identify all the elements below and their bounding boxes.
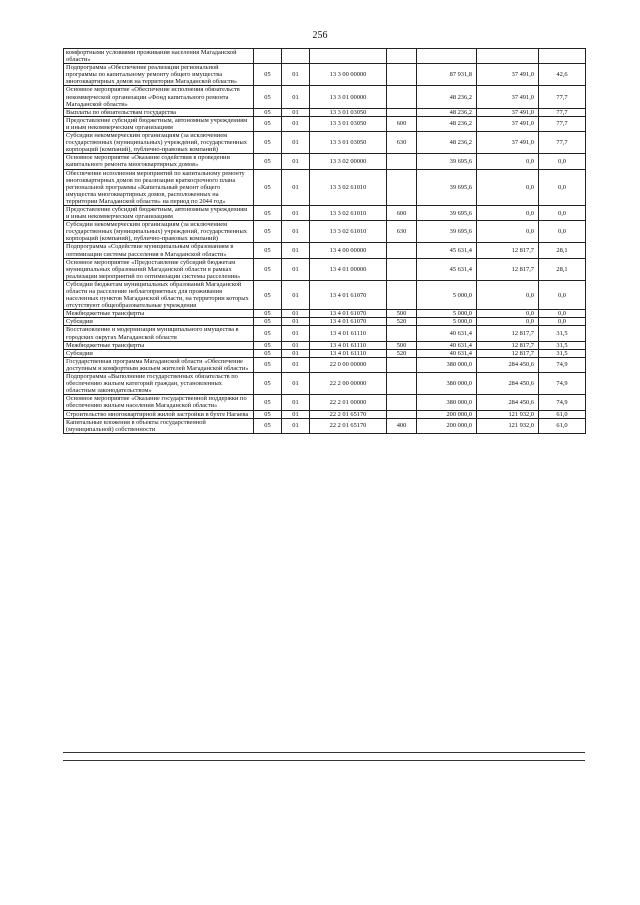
execution-percent: 74,9 [539,357,586,372]
table-row [64,373,586,395]
table-row [64,108,586,116]
execution-percent: 0,0 [539,205,586,220]
planned-amount: 39 695,6 [417,169,477,205]
target-article: 22 2 01 65170 [310,418,387,433]
row-name: Основное мероприятие «Оказание государственной поддержки по обеспечению жильем населения Магаданской области» [64,395,254,410]
execution-percent: 0,0 [539,154,586,169]
subsection-code: 01 [282,86,310,108]
execution-percent: 0,0 [539,169,586,205]
subsection-code [282,49,310,64]
subsection-code: 01 [282,318,310,326]
row-name: комфортными условиями проживания населения Магаданской области» [64,49,254,64]
planned-amount: 45 631,4 [417,243,477,258]
target-article: 13 4 01 61110 [310,341,387,349]
table-row [64,49,586,64]
execution-percent: 28,1 [539,258,586,280]
expense-type [387,395,417,410]
target-article: 13 3 01 03050 [310,132,387,154]
table-row [64,258,586,280]
target-article: 13 4 00 00000 [310,243,387,258]
row-name: Субсидии бюджетам муниципальных образований Магаданской области на расселение неблагоприятных для проживания населенных пунктов Магаданской области, на территории которых отсутствуют общеобразовательные учреждения [64,280,254,309]
expense-type: 520 [387,318,417,326]
expense-type [387,258,417,280]
target-article: 22 0 00 00000 [310,357,387,372]
target-article: 22 2 01 00000 [310,395,387,410]
execution-percent: 0,0 [539,318,586,326]
planned-amount: 200 000,0 [417,418,477,433]
subsection-code: 01 [282,341,310,349]
subsection-code: 01 [282,326,310,341]
actual-amount: 284 450,6 [477,395,539,410]
subsection-code: 01 [282,395,310,410]
subsection-code: 01 [282,258,310,280]
execution-percent: 28,1 [539,243,586,258]
expense-type [387,49,417,64]
subsection-code: 01 [282,280,310,309]
section-code: 05 [254,318,282,326]
row-name: Субсидии [64,349,254,357]
expense-type [387,326,417,341]
subsection-code: 01 [282,410,310,418]
row-name: Восстановление и модернизация муниципального имущества в городских округах Магаданской области [64,326,254,341]
row-name: Обеспечение исполнения мероприятий по капитальному ремонту многоквартирных домов по реализации краткосрочного плана региональной программы «Капитальный ремонт общего имущества многоквартирных домов, расположенных на территории Магаданской области» на период по 2044 год» [64,169,254,205]
actual-amount: 121 932,0 [477,418,539,433]
section-code: 05 [254,86,282,108]
table-row [64,395,586,410]
section-code: 05 [254,243,282,258]
execution-percent: 42,6 [539,64,586,86]
planned-amount: 48 236,2 [417,116,477,131]
actual-amount: 0,0 [477,310,539,318]
planned-amount: 200 000,0 [417,410,477,418]
table-row [64,243,586,258]
target-article: 13 3 02 61010 [310,169,387,205]
section-code: 05 [254,132,282,154]
table-row [64,349,586,357]
row-name: Выплаты по обязательствам государства [64,108,254,116]
section-code: 05 [254,64,282,86]
target-article: 13 4 01 61110 [310,326,387,341]
planned-amount [417,49,477,64]
actual-amount: 37 491,0 [477,86,539,108]
section-code: 05 [254,349,282,357]
row-name: Предоставление субсидий бюджетным, автономным учреждениям и иным некоммерческим организациям [64,116,254,131]
table-row [64,221,586,243]
table-row [64,205,586,220]
table-row [64,154,586,169]
subsection-code: 01 [282,108,310,116]
row-name: Межбюджетные трансферты [64,341,254,349]
planned-amount: 5 000,0 [417,310,477,318]
row-name: Подпрограмма «Выполнение государственных обязательств по обеспечению жильем категорий граждан, установленных областным законодательством» [64,373,254,395]
target-article: 13 4 01 61110 [310,349,387,357]
execution-percent: 77,7 [539,108,586,116]
expense-type: 630 [387,221,417,243]
actual-amount: 0,0 [477,221,539,243]
target-article: 13 4 01 61070 [310,280,387,309]
target-article: 13 4 01 61070 [310,318,387,326]
execution-percent [539,49,586,64]
row-name: Субсидии некоммерческим организациям (за исключением государственных (муниципальных) учреждений, государственных корпораций (компаний), публично-правовых компаний) [64,132,254,154]
target-article: 13 4 01 00000 [310,258,387,280]
actual-amount: 284 450,6 [477,373,539,395]
expense-type [387,169,417,205]
target-article: 13 3 02 61010 [310,221,387,243]
execution-percent: 0,0 [539,310,586,318]
target-article: 13 3 01 03050 [310,108,387,116]
expense-type [387,86,417,108]
planned-amount: 5 000,0 [417,280,477,309]
planned-amount: 5 000,0 [417,318,477,326]
section-code: 05 [254,395,282,410]
subsection-code: 01 [282,243,310,258]
section-code: 05 [254,373,282,395]
section-code: 05 [254,310,282,318]
target-article: 13 4 01 61070 [310,310,387,318]
subsection-code: 01 [282,357,310,372]
planned-amount: 39 695,6 [417,205,477,220]
expense-type [387,357,417,372]
target-article: 22 2 01 65170 [310,410,387,418]
expense-type: 600 [387,116,417,131]
planned-amount: 39 695,6 [417,221,477,243]
section-code: 05 [254,280,282,309]
row-name: Основное мероприятие «Предоставление субсидий бюджетам муниципальных образований Магаданской области в рамках реализации мероприятий по оптимизации системы расселения» [64,258,254,280]
target-article: 13 3 02 00000 [310,154,387,169]
subsection-code: 01 [282,418,310,433]
expense-type [387,373,417,395]
expense-type [387,154,417,169]
row-name: Подпрограмма «Обеспечение реализации региональной программы по капитальному ремонту общего имущества многоквартирных домов на территории Магаданской области» [64,64,254,86]
actual-amount [477,49,539,64]
expense-type: 500 [387,310,417,318]
page-number: 256 [312,30,328,41]
row-name: Подпрограмма «Содействие муниципальным образованиям в оптимизации системы расселения в Магаданской области» [64,243,254,258]
target-article: 22 2 00 00000 [310,373,387,395]
actual-amount: 0,0 [477,205,539,220]
execution-percent: 31,5 [539,326,586,341]
table-row [64,86,586,108]
subsection-code: 01 [282,373,310,395]
budget-table [63,48,586,434]
actual-amount: 0,0 [477,280,539,309]
planned-amount: 87 931,8 [417,64,477,86]
expense-type [387,410,417,418]
expense-type: 630 [387,132,417,154]
row-name: Строительство многоквартирной жилой застройки в бухте Нагаева [64,410,254,418]
planned-amount: 380 000,0 [417,395,477,410]
actual-amount: 12 817,7 [477,258,539,280]
planned-amount: 40 631,4 [417,349,477,357]
footer-rule [63,752,585,753]
execution-percent: 77,7 [539,132,586,154]
actual-amount: 37 491,0 [477,64,539,86]
planned-amount: 45 631,4 [417,258,477,280]
actual-amount: 12 817,7 [477,349,539,357]
expense-type: 400 [387,418,417,433]
actual-amount: 12 817,7 [477,326,539,341]
target-article: 13 3 00 00000 [310,64,387,86]
actual-amount: 37 491,0 [477,108,539,116]
actual-amount: 0,0 [477,318,539,326]
planned-amount: 48 236,2 [417,132,477,154]
execution-percent: 61,0 [539,410,586,418]
section-code: 05 [254,357,282,372]
planned-amount: 48 236,2 [417,108,477,116]
execution-percent: 77,7 [539,116,586,131]
section-code: 05 [254,108,282,116]
expense-type [387,64,417,86]
subsection-code: 01 [282,132,310,154]
table-row [64,64,586,86]
section-code: 05 [254,326,282,341]
section-code: 05 [254,221,282,243]
subsection-code: 01 [282,205,310,220]
section-code: 05 [254,258,282,280]
section-code: 05 [254,410,282,418]
target-article [310,49,387,64]
footer-rule [63,760,585,761]
subsection-code: 01 [282,349,310,357]
section-code: 05 [254,205,282,220]
section-code: 05 [254,116,282,131]
expense-type: 520 [387,349,417,357]
row-name: Межбюджетные трансферты [64,310,254,318]
subsection-code: 01 [282,154,310,169]
actual-amount: 37 491,0 [477,116,539,131]
table-row [64,280,586,309]
table-row [64,357,586,372]
expense-type [387,280,417,309]
planned-amount: 48 236,2 [417,86,477,108]
actual-amount: 121 932,0 [477,410,539,418]
table-row [64,132,586,154]
execution-percent: 31,5 [539,341,586,349]
planned-amount: 40 631,4 [417,341,477,349]
expense-type: 500 [387,341,417,349]
row-name: Предоставление субсидий бюджетным, автономным учреждениям и иным некоммерческим организациям [64,205,254,220]
subsection-code: 01 [282,116,310,131]
section-code [254,49,282,64]
target-article: 13 3 01 00000 [310,86,387,108]
table-row [64,318,586,326]
execution-percent: 61,0 [539,418,586,433]
execution-percent: 0,0 [539,280,586,309]
target-article: 13 3 01 03050 [310,116,387,131]
actual-amount: 0,0 [477,154,539,169]
actual-amount: 37 491,0 [477,132,539,154]
table-row [64,116,586,131]
execution-percent: 74,9 [539,395,586,410]
row-name: Основное мероприятие «Обеспечение исполнения обязательств некоммерческой организации «Фонд капитального ремонта Магаданской области» [64,86,254,108]
execution-percent: 0,0 [539,221,586,243]
actual-amount: 12 817,7 [477,243,539,258]
row-name: Основное мероприятие «Оказание содействия в проведении капитального ремонта многоквартирных домов» [64,154,254,169]
section-code: 05 [254,154,282,169]
planned-amount: 39 695,6 [417,154,477,169]
row-name: Капитальные вложения в объекты государственной (муниципальной) собственности [64,418,254,433]
actual-amount: 284 450,6 [477,357,539,372]
table-row [64,410,586,418]
planned-amount: 380 000,0 [417,357,477,372]
actual-amount: 0,0 [477,169,539,205]
target-article: 13 3 02 61010 [310,205,387,220]
table-row [64,169,586,205]
table-row [64,341,586,349]
section-code: 05 [254,341,282,349]
expense-type [387,108,417,116]
execution-percent: 74,9 [539,373,586,395]
planned-amount: 40 631,4 [417,326,477,341]
subsection-code: 01 [282,221,310,243]
section-code: 05 [254,418,282,433]
row-name: Государственная программа Магаданской области «Обеспечение доступным и комфортным жильем жителей Магаданской области» [64,357,254,372]
planned-amount: 380 000,0 [417,373,477,395]
subsection-code: 01 [282,310,310,318]
subsection-code: 01 [282,169,310,205]
execution-percent: 77,7 [539,86,586,108]
row-name: Субсидии некоммерческим организациям (за исключением государственных (муниципальных) учреждений, государственных корпораций (компаний), публично-правовых компаний) [64,221,254,243]
expense-type [387,243,417,258]
expense-type: 600 [387,205,417,220]
execution-percent: 31,5 [539,349,586,357]
subsection-code: 01 [282,64,310,86]
section-code: 05 [254,169,282,205]
row-name: Субсидии [64,318,254,326]
table-row [64,310,586,318]
table-row [64,326,586,341]
table-row [64,418,586,433]
actual-amount: 12 817,7 [477,341,539,349]
